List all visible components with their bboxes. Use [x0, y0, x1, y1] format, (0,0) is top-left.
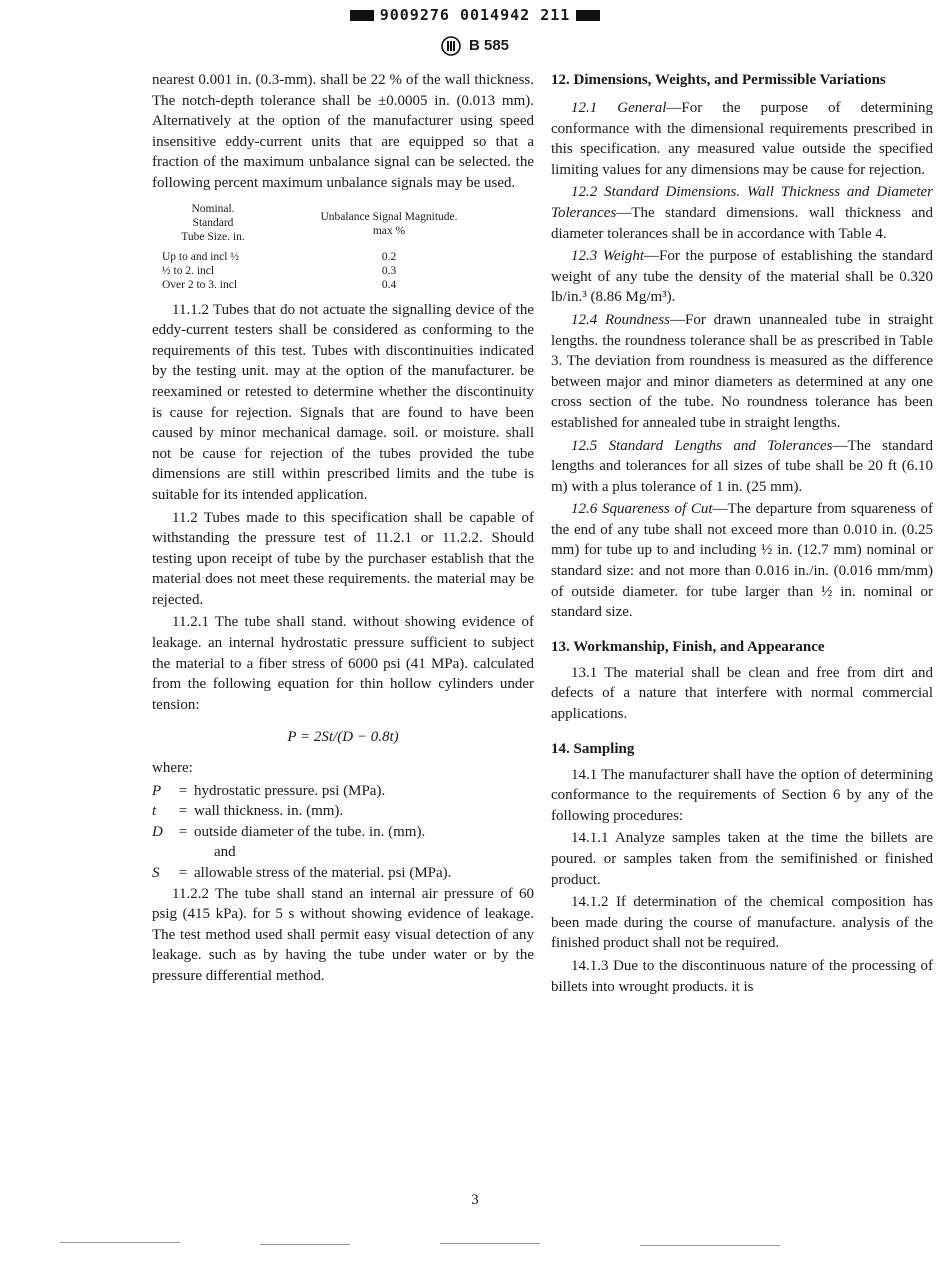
paragraph-12-2: 12.2 Standard Dimensions. Wall Thickness and Diameter Tolerances—The standard dimensions. wall thickness and diameter tolerances shall be in accordance with Table 4.: [551, 184, 933, 242]
paragraph-13-1: 13.1 The material shall be clean and free from dirt and defects of a nature that interfere with normal commercial applications.: [551, 664, 933, 723]
table-cell-size: Over 2 to 3. incl: [162, 278, 238, 291]
paragraph-12-4: 12.4 Roundness—For drawn unannealed tube in straight lengths. the roundness tolerance shall be as prescribed in Table 3. The deviation from roundness is measured as the difference between major and minor diameters as determined at any one cross section of the tube. No roundness tolerance has been established for annealed tube in straight lengths.: [551, 311, 934, 431]
definition-equals: =: [178, 782, 188, 799]
table-cell-value: 0.3: [381, 264, 397, 277]
scan-noise-line: [60, 1242, 180, 1243]
right-column: [551, 70, 933, 997]
definition-and: and: [214, 844, 236, 861]
table-row: [162, 278, 494, 292]
table-cell-size: ½ to 2. incl: [162, 264, 215, 277]
barcode-block-right: [576, 10, 600, 21]
definition-row: [152, 822, 534, 843]
definition-text: wall thickness. in. (mm).: [194, 803, 344, 820]
table-cell-value: 0.4: [381, 278, 397, 291]
scan-noise-line: [440, 1243, 540, 1244]
paragraph-11-2: 11.2 Tubes made to this specification shall be capable of withstanding the pressure test of 11.2.1 or 11.2.2. Should testing upon receipt of tube by the purchaser establish that the material does not meet these requirements. the material may be rejected.: [152, 509, 534, 608]
table-cell-value: 0.2: [381, 250, 397, 263]
definition-equals: =: [178, 865, 188, 881]
unbalance-signal-table: [162, 202, 494, 292]
page-header: [0, 36, 950, 56]
table-header-tube-size: Nominal. Standard Tube Size. in.: [181, 202, 245, 243]
paragraph-11-1-2: 11.1.2 Tubes that do not actuate the signalling device of the eddy-current testers shall be considered as conforming to the requirements of this test. Tubes with discontinuities indicated by the testing unit. may at the option of the manufacturer. be reexamined or retested to determine whether the discontinuity is cause for rejection. Signals that are found to have been caused by minor mechanical damage. soil. or moisture. shall not be cause for rejection of the tubes provided the tube dimensions are still within prescribed limits and the tube is suitable for its intended application.: [152, 301, 534, 503]
section-12-heading: 12. Dimensions, Weights, and Permissible Variations: [551, 72, 886, 88]
paragraph-12-6: 12.6 Squareness of Cut—The departure from squareness of the end of any tube shall not exceed more than 0.010 in. (0.25 mm) for tube up to and including ½ in. (12.7 mm) nominal or standard size: and not more than 0.016 in./in. (0.016 mm/mm) of outside diameter. for tube larger than ½ in. nominal or standard size.: [551, 501, 933, 621]
definition-text: hydrostatic pressure. psi (MPa).: [194, 782, 386, 799]
table-row: [162, 264, 494, 278]
definition-equals: =: [178, 803, 188, 820]
paragraph-11-2-1: 11.2.1 The tube shall stand. without showing evidence of leakage. an internal hydrostatic pressure sufficient to subject the material to a fiber stress of 6000 psi (41 MPa). calculated from the following equation for thin hollow cylinders under tension:: [152, 614, 534, 713]
definition-row: [152, 801, 534, 822]
paragraph-14-1-1: 14.1.1 Analyze samples taken at the time the billets are poured. or samples taken from the semifinished or finished product.: [551, 830, 933, 888]
definition-text: outside diameter of the tube. in. (mm).: [194, 823, 426, 840]
table-cell-size: Up to and incl ½: [162, 250, 239, 263]
definition-symbol: S: [152, 865, 160, 881]
barcode-number: 9009276 0014942 211: [379, 6, 571, 24]
paragraph-12-3: 12.3 Weight—For the purpose of establishing the standard weight of any tube the density of the material shall be 0.320 lb/in.³ (8.86 Mg/m³).: [551, 248, 933, 306]
table-row: [162, 250, 494, 264]
standard-designation: B 585: [468, 36, 510, 54]
paragraph-14-1-3: 14.1.3 Due to the discontinuous nature of the processing of billets into wrought products. it is: [551, 957, 933, 995]
page-number: 3: [471, 1192, 479, 1208]
definition-row: [152, 781, 534, 802]
section-13-heading: 13. Workmanship, Finish, and Appearance: [551, 638, 825, 655]
barcode-block-left: [350, 10, 374, 21]
paragraph-11-2-2: 11.2.2 The tube shall stand an internal air pressure of 60 psig (415 kPa). for 5 s without showing evidence of leakage. The test method used shall permit easy visual detection of any leakage. such as by having the tube under water or by the pressure differential method.: [152, 885, 534, 984]
definition-symbol: D: [152, 823, 163, 840]
where-label: where:: [152, 760, 193, 777]
definition-symbol: t: [152, 803, 157, 820]
equation-definitions: [152, 781, 534, 884]
document-barcode: [0, 6, 950, 24]
paragraph-11-1-1-continued: nearest 0.001 in. (0.3-mm). shall be 22 % of the wall thickness. The notch-depth tolerance shall be ±0.0005 in. (0.013 mm). Alternatively at the option of the manufacturer using speed insensitive eddy-current units that are equipped so that a fraction of the maximum unbalance signal can be selected. the following percent maximum unbalance signals may be used.: [152, 72, 534, 191]
definition-symbol: P: [152, 782, 162, 799]
paragraph-14-1-2: 14.1.2 If determination of the chemical composition has been made during the course of manufacture. analysis of the finished product shall not be required.: [551, 894, 933, 952]
section-14-heading: 14. Sampling: [551, 740, 635, 757]
astm-logo-icon: [441, 36, 461, 56]
paragraph-12-1: 12.1 General—For the purpose of determining conformance with the dimensional requirements prescribed in this specification. any measured value outside the specified limiting values for any dimensions may be cause for rejection.: [551, 100, 933, 178]
scan-noise-line: [640, 1245, 780, 1246]
paragraph-14-1: 14.1 The manufacturer shall have the option of determining conformance to the requirements of Section 6 by any of the following procedures:: [551, 766, 933, 824]
pressure-equation: P = 2St/(D − 0.8t): [287, 729, 399, 746]
definition-text: allowable stress of the material. psi (MPa).: [194, 865, 452, 881]
scan-noise-line: [260, 1244, 350, 1245]
definition-equals: =: [178, 823, 188, 840]
paragraph-12-5: 12.5 Standard Lengths and Tolerances—The standard lengths and tolerances for all sizes of tube shall be 20 ft (6.10 m) with a plus tolerance of 1 in. (25 mm).: [551, 437, 933, 495]
table-header-signal-magnitude: Unbalance Signal Magnitude. max %: [320, 210, 458, 237]
left-column: [152, 70, 534, 987]
table-header-row: [162, 202, 494, 250]
definition-row: [152, 863, 534, 884]
